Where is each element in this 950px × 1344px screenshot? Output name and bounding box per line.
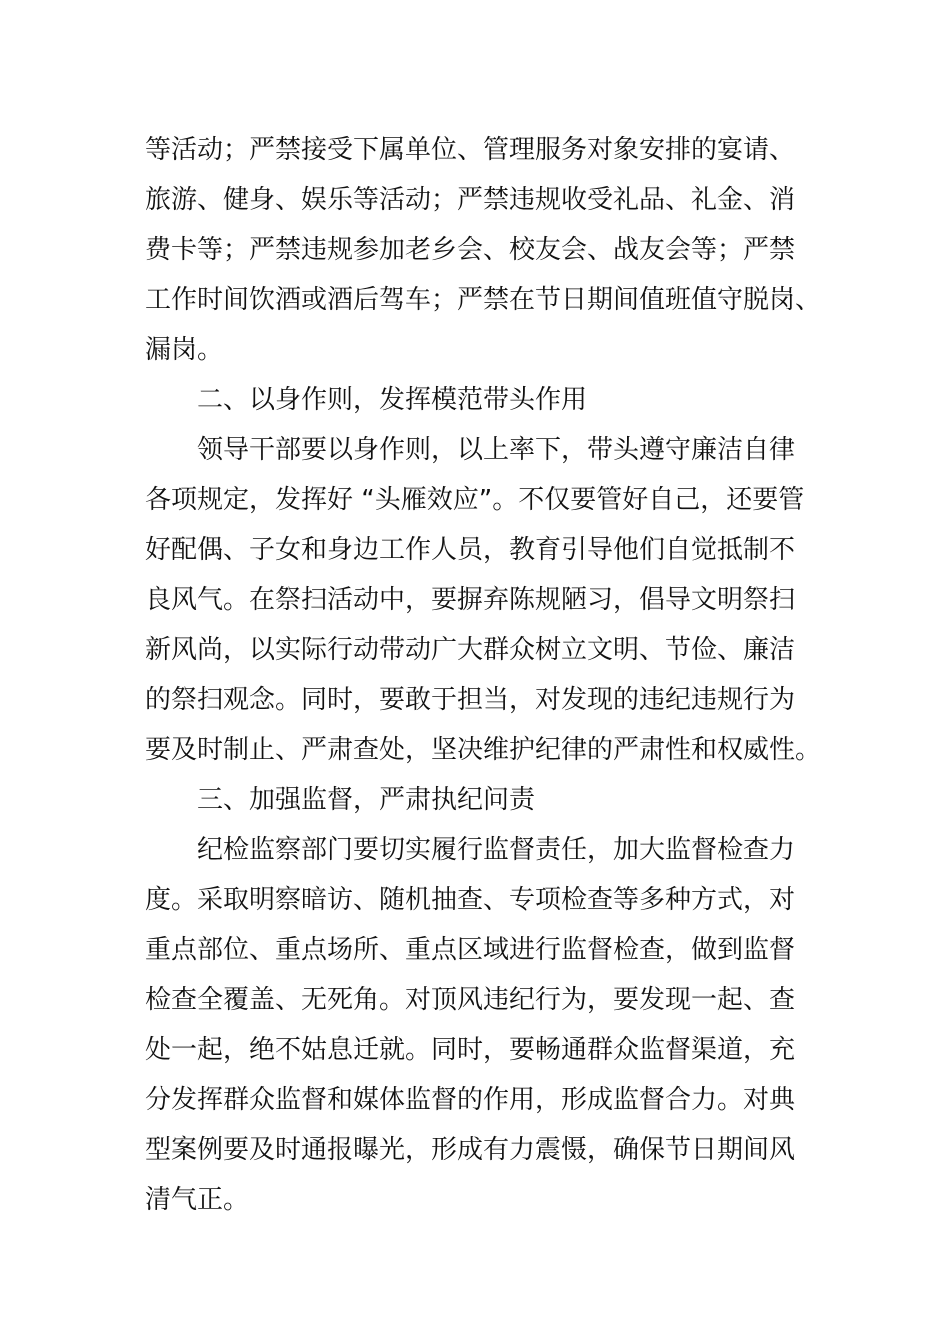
body-line: 新风尚，以实际行动带动广大群众树立文明、节俭、廉洁 <box>145 635 796 665</box>
body-line: 度。采取明察暗访、随机抽查、专项检查等多种方式，对 <box>145 885 796 915</box>
body-line: 等活动；严禁接受下属单位、管理服务对象安排的宴请、 <box>145 135 796 165</box>
body-line: 旅游、健身、娱乐等活动；严禁违规收受礼品、礼金、消 <box>145 185 796 215</box>
body-line: 处一起，绝不姑息迁就。同时，要畅通群众监督渠道，充 <box>145 1035 796 1065</box>
body-line: 型案例要及时通报曝光，形成有力震慑，确保节日期间风 <box>145 1135 796 1165</box>
body-line: 好配偶、子女和身边工作人员，教育引导他们自觉抵制不 <box>145 535 796 565</box>
section-heading-3: 三、加强监督，严肃执纪问责 <box>197 785 536 815</box>
body-line: 工作时间饮酒或酒后驾车；严禁在节日期间值班值守脱岗、 <box>145 285 822 315</box>
body-line: 的祭扫观念。同时，要敢于担当，对发现的违纪违规行为 <box>145 685 796 715</box>
section-heading-2: 二、以身作则，发挥模范带头作用 <box>197 385 588 415</box>
body-line: 漏岗。 <box>145 335 224 365</box>
paragraph-first-line: 纪检监察部门要切实履行监督责任，加大监督检查力 <box>197 835 796 865</box>
body-line: 各项规定，发挥好 “头雁效应”。不仅要管好自己，还要管 <box>145 485 805 515</box>
body-line: 费卡等；严禁违规参加老乡会、校友会、战友会等；严禁 <box>145 235 796 265</box>
paragraph-first-line: 领导干部要以身作则，以上率下，带头遵守廉洁自律 <box>197 435 796 465</box>
body-line: 分发挥群众监督和媒体监督的作用，形成监督合力。对典 <box>145 1085 796 1115</box>
body-line: 良风气。在祭扫活动中，要摒弃陈规陋习，倡导文明祭扫 <box>145 585 796 615</box>
document-body <box>145 125 822 1225</box>
body-line: 检查全覆盖、无死角。对顶风违纪行为，要发现一起、查 <box>145 985 796 1015</box>
body-line: 清气正。 <box>145 1185 250 1215</box>
body-line: 重点部位、重点场所、重点区域进行监督检查，做到监督 <box>145 935 796 965</box>
body-line: 要及时制止、严肃查处，坚决维护纪律的严肃性和权威性。 <box>145 735 822 765</box>
